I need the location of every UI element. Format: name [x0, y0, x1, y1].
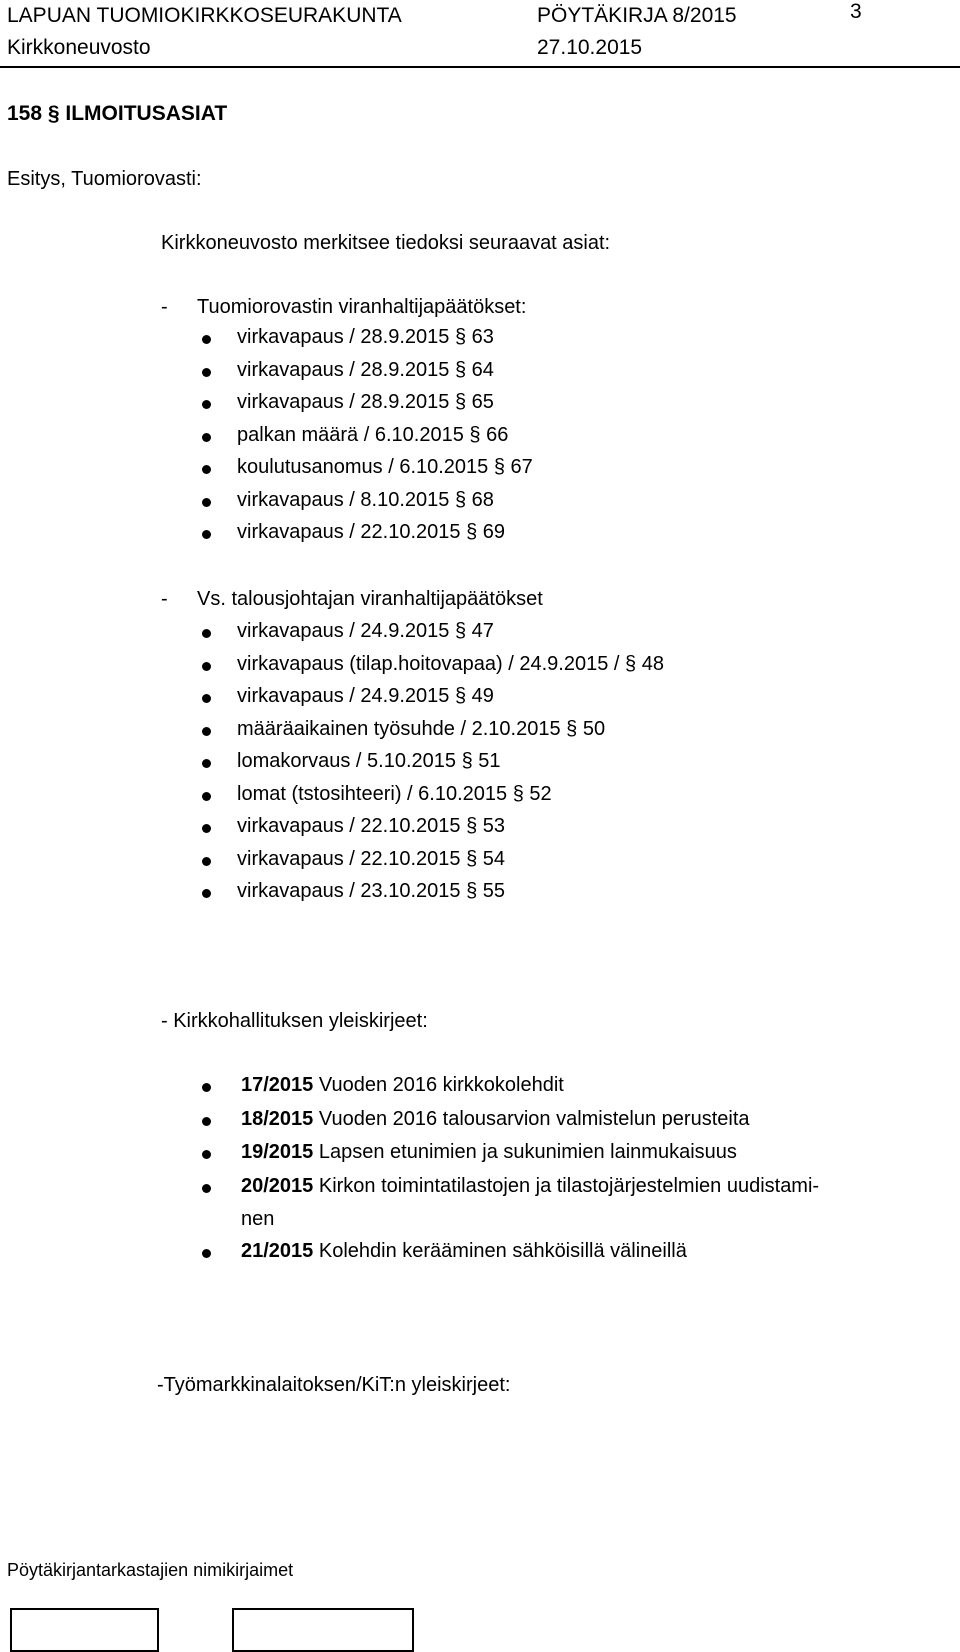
bullet-icon — [202, 498, 211, 507]
item-text: lomakorvaus / 5.10.2015 — [237, 750, 457, 772]
list-item — [241, 1175, 819, 1198]
list-item — [237, 456, 533, 479]
item-text: virkavapaus / 22.10.2015 — [237, 521, 461, 543]
item-number: 55 — [482, 880, 505, 902]
bullet-icon — [202, 694, 211, 703]
list-item — [237, 685, 494, 708]
section-symbol: § — [454, 620, 467, 642]
group4-label: -Työmarkkinalaitoksen/KiT:n yleiskirjeet: — [157, 1374, 511, 1396]
item-number: 49 — [471, 685, 494, 707]
section-title: 158 § ILMOITUSASIAT — [7, 102, 228, 125]
group2-label: Vs. talousjohtajan viranhaltijapäätökset — [197, 588, 543, 610]
section-symbol: § — [469, 423, 481, 446]
item-text: koulutusanomus / 6.10.2015 — [237, 456, 489, 478]
item-number: 54 — [482, 847, 505, 870]
letter-title: Kolehdin kerääminen sähköisillä välineillä — [318, 1240, 687, 1262]
section-symbol: § — [566, 717, 578, 740]
bullet-icon — [202, 530, 211, 539]
list-item — [237, 718, 605, 741]
bullet-icon — [202, 1117, 211, 1126]
bullet-icon — [202, 433, 211, 442]
item-text: virkavapaus / 28.9.2015 — [237, 391, 450, 413]
bullet-icon — [202, 662, 211, 671]
item-number: 64 — [471, 358, 494, 381]
item-text: virkavapaus / 24.9.2015 — [237, 620, 450, 642]
list-item — [237, 359, 494, 382]
letter-title-continuation: nen — [241, 1208, 275, 1230]
list-item — [237, 326, 494, 349]
bullet-icon — [202, 465, 211, 474]
bullet-icon — [202, 824, 211, 833]
list-item — [237, 848, 505, 871]
section-symbol: § — [466, 847, 478, 870]
intro-line: Kirkkoneuvosto merkitsee tiedoksi seuraavat asiat: — [161, 232, 611, 254]
item-number: 47 — [471, 620, 494, 642]
list-item — [237, 783, 552, 806]
letter-code: 17/2015 — [241, 1074, 314, 1096]
section-symbol: § — [461, 750, 473, 772]
list-item — [237, 653, 664, 676]
bullet-icon — [202, 629, 211, 638]
letter-code: 19/2015 — [241, 1141, 314, 1163]
list-item — [237, 489, 494, 512]
letter-code: 21/2015 — [241, 1240, 314, 1262]
bullet-icon — [202, 368, 211, 377]
footer-label: Pöytäkirjantarkastajien nimikirjaimet — [7, 1560, 294, 1580]
item-text: virkavapaus / 22.10.2015 — [237, 815, 461, 837]
section-symbol: § — [466, 880, 478, 902]
header-divider — [0, 66, 960, 68]
section-symbol: § — [466, 521, 478, 543]
letter-title: Vuoden 2016 talousarvion valmistelun perusteita — [318, 1108, 750, 1130]
bullet-icon — [202, 335, 211, 344]
bullet-icon — [202, 792, 211, 801]
item-number: 67 — [510, 456, 533, 478]
list-item — [241, 1108, 750, 1131]
letter-title: Lapsen etunimien ja sukunimien lainmukaisuus — [318, 1141, 737, 1163]
letter-title: Kirkon toimintatilastojen ja tilastojärjestelmien uudistami- — [318, 1175, 820, 1197]
list-item — [237, 880, 505, 903]
group1-dash: - — [161, 296, 168, 318]
letter-code: 20/2015 — [241, 1175, 314, 1197]
item-number: 52 — [529, 782, 552, 805]
bullet-icon — [202, 1150, 211, 1159]
item-number: 68 — [471, 488, 494, 511]
item-text: lomat (tstosihteeri) / 6.10.2015 — [237, 782, 508, 805]
item-number: 66 — [486, 423, 509, 446]
initials-box-1[interactable] — [10, 1608, 159, 1652]
list-item — [241, 1240, 687, 1263]
list-item — [237, 424, 508, 447]
header-protocol: PÖYTÄKIRJA 8/2015 — [537, 4, 737, 27]
list-item — [237, 521, 505, 544]
section-symbol: § — [454, 326, 467, 348]
bullet-icon — [202, 1184, 211, 1193]
header-date: 27.10.2015 — [537, 36, 643, 59]
section-symbol: § — [625, 652, 637, 675]
letter-code: 18/2015 — [241, 1108, 314, 1130]
bullet-icon — [202, 400, 211, 409]
item-text: virkavapaus / 28.9.2015 — [237, 358, 450, 381]
section-symbol: § — [454, 488, 467, 511]
item-text: virkavapaus / 23.10.2015 — [237, 880, 461, 902]
item-number: 50 — [582, 717, 606, 740]
group3-label: - Kirkkohallituksen yleiskirjeet: — [161, 1010, 428, 1032]
bullet-icon — [202, 1249, 211, 1258]
item-text: virkavapaus / 22.10.2015 — [237, 847, 461, 870]
bullet-icon — [202, 759, 211, 768]
group2-dash: - — [161, 588, 168, 610]
list-item — [237, 815, 505, 838]
item-number: 63 — [471, 326, 494, 348]
item-number: 48 — [641, 652, 664, 675]
item-number: 65 — [471, 391, 494, 413]
page-number: 3 — [850, 0, 862, 23]
letter-title: Vuoden 2016 kirkkokolehdit — [318, 1074, 564, 1096]
section-symbol: § — [512, 782, 524, 805]
header-org: LAPUAN TUOMIOKIRKKOSEURAKUNTA — [7, 4, 402, 27]
bullet-icon — [202, 727, 211, 736]
section-symbol: § — [454, 391, 467, 413]
list-item — [237, 750, 501, 773]
bullet-icon — [202, 857, 211, 866]
group1-label: Tuomiorovastin viranhaltijapäätökset: — [197, 296, 527, 318]
list-item — [241, 1074, 564, 1097]
section-symbol: § — [454, 358, 467, 381]
initials-box-2[interactable] — [232, 1608, 414, 1652]
item-number: 51 — [478, 750, 501, 772]
item-number: 69 — [482, 521, 505, 543]
header-body-name: Kirkkoneuvosto — [7, 36, 151, 59]
item-text: määräaikainen työsuhde / 2.10.2015 — [237, 717, 561, 740]
list-item — [241, 1141, 737, 1164]
bullet-icon — [202, 1083, 211, 1092]
item-text: virkavapaus / 24.9.2015 — [237, 685, 450, 707]
list-item — [237, 620, 494, 643]
item-number: 53 — [482, 815, 505, 837]
list-item — [237, 391, 494, 414]
section-symbol: § — [454, 685, 467, 707]
section-symbol: § — [493, 456, 505, 478]
presenter-line: Esitys, Tuomiorovasti: — [7, 168, 202, 190]
item-text: virkavapaus (tilap.hoitovapaa) / 24.9.2015 / — [237, 652, 620, 675]
item-text: virkavapaus / 28.9.2015 — [237, 326, 450, 348]
item-text: palkan määrä / 6.10.2015 — [237, 423, 464, 446]
item-text: virkavapaus / 8.10.2015 — [237, 488, 450, 511]
bullet-icon — [202, 889, 211, 898]
section-symbol: § — [466, 815, 478, 837]
